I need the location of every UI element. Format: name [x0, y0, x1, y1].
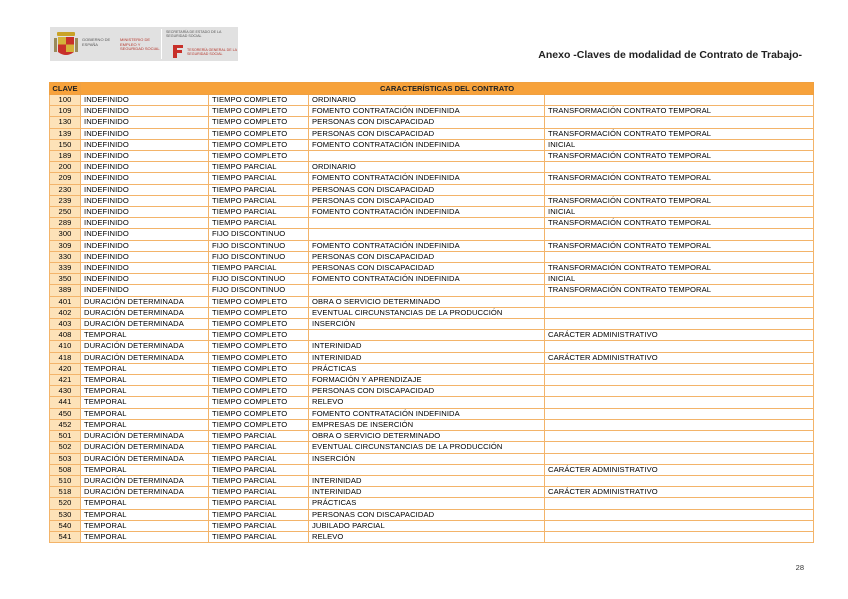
table-row — [50, 509, 814, 520]
contract-code: 502 — [50, 442, 81, 453]
working-time: TIEMPO PARCIAL — [209, 195, 309, 206]
working-time: TIEMPO COMPLETO — [209, 139, 309, 150]
ministry-name: MINISTERIO DE EMPLEO Y SEGURIDAD SOCIAL — [120, 37, 160, 51]
duration-type: TEMPORAL — [81, 330, 209, 341]
contract-code: 541 — [50, 531, 81, 542]
contract-code: 250 — [50, 207, 81, 218]
table-row — [50, 296, 814, 307]
duration-type: TEMPORAL — [81, 386, 209, 397]
working-time: FIJO DISCONTINUO — [209, 285, 309, 296]
duration-type: DURACIÓN DETERMINADA — [81, 352, 209, 363]
contract-modality: FOMENTO CONTRATACIÓN INDEFINIDA — [309, 106, 545, 117]
contract-modality — [309, 229, 545, 240]
social-security-icon — [172, 43, 184, 59]
additional-note — [545, 475, 814, 486]
duration-type: INDEFINIDO — [81, 184, 209, 195]
table-row — [50, 95, 814, 106]
additional-note: TRANSFORMACIÓN CONTRATO TEMPORAL — [545, 173, 814, 184]
contract-code: 401 — [50, 296, 81, 307]
working-time: TIEMPO COMPLETO — [209, 330, 309, 341]
working-time: TIEMPO PARCIAL — [209, 520, 309, 531]
contract-code: 540 — [50, 520, 81, 531]
additional-note — [545, 184, 814, 195]
table-row — [50, 319, 814, 330]
additional-note — [545, 408, 814, 419]
contract-code: 350 — [50, 274, 81, 285]
contract-code: 450 — [50, 408, 81, 419]
additional-note — [545, 531, 814, 542]
table-row — [50, 464, 814, 475]
working-time: TIEMPO PARCIAL — [209, 173, 309, 184]
additional-note — [545, 162, 814, 173]
duration-type: INDEFINIDO — [81, 162, 209, 173]
table-body — [50, 95, 814, 543]
table-row — [50, 307, 814, 318]
duration-type: INDEFINIDO — [81, 128, 209, 139]
contract-modality: PERSONAS CON DISCAPACIDAD — [309, 263, 545, 274]
contract-modality — [309, 151, 545, 162]
contract-code: 239 — [50, 195, 81, 206]
table-row — [50, 419, 814, 430]
additional-note — [545, 419, 814, 430]
additional-note: TRANSFORMACIÓN CONTRATO TEMPORAL — [545, 151, 814, 162]
contract-modality: PERSONAS CON DISCAPACIDAD — [309, 184, 545, 195]
duration-type: DURACIÓN DETERMINADA — [81, 442, 209, 453]
additional-note: CARÁCTER ADMINISTRATIVO — [545, 464, 814, 475]
contract-code: 503 — [50, 453, 81, 464]
additional-note — [545, 117, 814, 128]
contract-modality: PERSONAS CON DISCAPACIDAD — [309, 509, 545, 520]
working-time: FIJO DISCONTINUO — [209, 251, 309, 262]
additional-note — [545, 307, 814, 318]
duration-type: DURACIÓN DETERMINADA — [81, 453, 209, 464]
duration-type: INDEFINIDO — [81, 251, 209, 262]
contract-modality: PERSONAS CON DISCAPACIDAD — [309, 195, 545, 206]
logo-divider — [161, 29, 162, 59]
contract-code: 289 — [50, 218, 81, 229]
working-time: TIEMPO COMPLETO — [209, 397, 309, 408]
duration-type: DURACIÓN DETERMINADA — [81, 319, 209, 330]
duration-type: TEMPORAL — [81, 520, 209, 531]
duration-type: INDEFINIDO — [81, 218, 209, 229]
table-row — [50, 207, 814, 218]
duration-type: TEMPORAL — [81, 397, 209, 408]
contract-code: 420 — [50, 363, 81, 374]
table-row — [50, 263, 814, 274]
duration-type: TEMPORAL — [81, 509, 209, 520]
contract-code: 130 — [50, 117, 81, 128]
additional-note — [545, 520, 814, 531]
contract-code: 518 — [50, 487, 81, 498]
working-time: TIEMPO COMPLETO — [209, 352, 309, 363]
contract-code: 403 — [50, 319, 81, 330]
contract-modality: FOMENTO CONTRATACIÓN INDEFINIDA — [309, 274, 545, 285]
working-time: TIEMPO PARCIAL — [209, 207, 309, 218]
contract-code: 408 — [50, 330, 81, 341]
contract-code: 339 — [50, 263, 81, 274]
additional-note: TRANSFORMACIÓN CONTRATO TEMPORAL — [545, 285, 814, 296]
contract-code: 508 — [50, 464, 81, 475]
working-time: TIEMPO PARCIAL — [209, 464, 309, 475]
contract-code: 520 — [50, 498, 81, 509]
additional-note — [545, 229, 814, 240]
contract-code: 402 — [50, 307, 81, 318]
working-time: TIEMPO COMPLETO — [209, 386, 309, 397]
contract-code: 452 — [50, 419, 81, 430]
additional-note: INICIAL — [545, 207, 814, 218]
working-time: TIEMPO COMPLETO — [209, 95, 309, 106]
duration-type: INDEFINIDO — [81, 139, 209, 150]
contract-modality: FORMACIÓN Y APRENDIZAJE — [309, 375, 545, 386]
contract-modality: PERSONAS CON DISCAPACIDAD — [309, 128, 545, 139]
table-row — [50, 431, 814, 442]
contract-code: 230 — [50, 184, 81, 195]
contract-modality — [309, 218, 545, 229]
additional-note: TRANSFORMACIÓN CONTRATO TEMPORAL — [545, 128, 814, 139]
additional-note — [545, 453, 814, 464]
duration-type: DURACIÓN DETERMINADA — [81, 431, 209, 442]
table-row — [50, 397, 814, 408]
duration-type: TEMPORAL — [81, 419, 209, 430]
table-row — [50, 184, 814, 195]
contract-modality: INTERINIDAD — [309, 487, 545, 498]
contract-code: 109 — [50, 106, 81, 117]
working-time: TIEMPO COMPLETO — [209, 319, 309, 330]
table-row — [50, 341, 814, 352]
duration-type: INDEFINIDO — [81, 173, 209, 184]
working-time: TIEMPO COMPLETO — [209, 151, 309, 162]
working-time: TIEMPO PARCIAL — [209, 453, 309, 464]
table-row — [50, 375, 814, 386]
working-time: TIEMPO PARCIAL — [209, 184, 309, 195]
additional-note — [545, 509, 814, 520]
table-row — [50, 240, 814, 251]
additional-note: TRANSFORMACIÓN CONTRATO TEMPORAL — [545, 218, 814, 229]
additional-note: TRANSFORMACIÓN CONTRATO TEMPORAL — [545, 106, 814, 117]
contract-code: 418 — [50, 352, 81, 363]
contract-code: 150 — [50, 139, 81, 150]
working-time: TIEMPO PARCIAL — [209, 431, 309, 442]
duration-type: INDEFINIDO — [81, 240, 209, 251]
additional-note: CARÁCTER ADMINISTRATIVO — [545, 330, 814, 341]
working-time: TIEMPO COMPLETO — [209, 363, 309, 374]
duration-type: INDEFINIDO — [81, 95, 209, 106]
duration-type: INDEFINIDO — [81, 151, 209, 162]
duration-type: DURACIÓN DETERMINADA — [81, 475, 209, 486]
logo-bar — [50, 27, 238, 63]
table-row — [50, 106, 814, 117]
contract-modality: INTERINIDAD — [309, 352, 545, 363]
contract-modality: FOMENTO CONTRATACIÓN INDEFINIDA — [309, 240, 545, 251]
duration-type: INDEFINIDO — [81, 274, 209, 285]
contract-code: 100 — [50, 95, 81, 106]
contract-modality: INSERCIÓN — [309, 319, 545, 330]
table-row — [50, 128, 814, 139]
additional-note — [545, 95, 814, 106]
contract-modality: PERSONAS CON DISCAPACIDAD — [309, 386, 545, 397]
duration-type: TEMPORAL — [81, 498, 209, 509]
working-time: TIEMPO PARCIAL — [209, 487, 309, 498]
working-time: TIEMPO PARCIAL — [209, 531, 309, 542]
contract-modality: FOMENTO CONTRATACIÓN INDEFINIDA — [309, 173, 545, 184]
contract-modality: FOMENTO CONTRATACIÓN INDEFINIDA — [309, 408, 545, 419]
contract-modality — [309, 330, 545, 341]
working-time: TIEMPO COMPLETO — [209, 307, 309, 318]
duration-type: DURACIÓN DETERMINADA — [81, 296, 209, 307]
table-row — [50, 520, 814, 531]
government-name: GOBIERNO DE ESPAÑA — [82, 37, 111, 47]
additional-note — [545, 375, 814, 386]
additional-note — [545, 397, 814, 408]
duration-type: INDEFINIDO — [81, 106, 209, 117]
duration-type: INDEFINIDO — [81, 195, 209, 206]
working-time: FIJO DISCONTINUO — [209, 229, 309, 240]
table-row — [50, 453, 814, 464]
table-row — [50, 162, 814, 173]
table-row — [50, 531, 814, 542]
working-time: TIEMPO COMPLETO — [209, 128, 309, 139]
additional-note: TRANSFORMACIÓN CONTRATO TEMPORAL — [545, 240, 814, 251]
table-row — [50, 195, 814, 206]
additional-note — [545, 319, 814, 330]
document-title: Anexo -Claves de modalidad de Contrato de Trabajo- — [538, 49, 802, 61]
contract-code: 209 — [50, 173, 81, 184]
contract-modality: OBRA O SERVICIO DETERMINADO — [309, 431, 545, 442]
duration-type: DURACIÓN DETERMINADA — [81, 307, 209, 318]
contract-modality: PRÁCTICAS — [309, 498, 545, 509]
table-row — [50, 151, 814, 162]
working-time: TIEMPO PARCIAL — [209, 475, 309, 486]
treasury-name: TESORERÍA GENERAL DE LA SEGURIDAD SOCIAL — [187, 48, 237, 56]
additional-note: INICIAL — [545, 139, 814, 150]
table-row — [50, 330, 814, 341]
contract-code: 421 — [50, 375, 81, 386]
additional-note: CARÁCTER ADMINISTRATIVO — [545, 487, 814, 498]
working-time: TIEMPO PARCIAL — [209, 218, 309, 229]
table-row — [50, 274, 814, 285]
contract-code: 330 — [50, 251, 81, 262]
contract-code: 510 — [50, 475, 81, 486]
contract-modality: EVENTUAL CIRCUNSTANCIAS DE LA PRODUCCIÓN — [309, 307, 545, 318]
table-row — [50, 442, 814, 453]
working-time: TIEMPO COMPLETO — [209, 106, 309, 117]
working-time: TIEMPO COMPLETO — [209, 419, 309, 430]
contract-modality — [309, 285, 545, 296]
duration-type: DURACIÓN DETERMINADA — [81, 487, 209, 498]
page-number: 28 — [795, 563, 804, 572]
duration-type: INDEFINIDO — [81, 117, 209, 128]
contract-modality: INTERINIDAD — [309, 341, 545, 352]
duration-type: TEMPORAL — [81, 408, 209, 419]
table-row — [50, 251, 814, 262]
contract-modality: EVENTUAL CIRCUNSTANCIAS DE LA PRODUCCIÓN — [309, 442, 545, 453]
table-row — [50, 285, 814, 296]
additional-note — [545, 498, 814, 509]
additional-note: TRANSFORMACIÓN CONTRATO TEMPORAL — [545, 195, 814, 206]
duration-type: TEMPORAL — [81, 531, 209, 542]
contract-code: 300 — [50, 229, 81, 240]
table-row — [50, 117, 814, 128]
duration-type: DURACIÓN DETERMINADA — [81, 341, 209, 352]
contract-modality: RELEVO — [309, 531, 545, 542]
government-logo — [50, 27, 238, 61]
table-row — [50, 218, 814, 229]
additional-note — [545, 251, 814, 262]
contract-modality: OBRA O SERVICIO DETERMINADO — [309, 296, 545, 307]
table-row — [50, 139, 814, 150]
coat-of-arms-icon — [54, 30, 78, 58]
working-time: TIEMPO PARCIAL — [209, 442, 309, 453]
table-row — [50, 173, 814, 184]
contract-modality: INTERINIDAD — [309, 475, 545, 486]
working-time: TIEMPO PARCIAL — [209, 509, 309, 520]
duration-type: INDEFINIDO — [81, 263, 209, 274]
contract-modality: FOMENTO CONTRATACIÓN INDEFINIDA — [309, 139, 545, 150]
working-time: TIEMPO COMPLETO — [209, 296, 309, 307]
table-row — [50, 229, 814, 240]
working-time: TIEMPO PARCIAL — [209, 263, 309, 274]
contract-modality: PERSONAS CON DISCAPACIDAD — [309, 117, 545, 128]
column-header-code: CLAVE — [50, 83, 81, 95]
table-row — [50, 498, 814, 509]
contract-modality: ORDINARIO — [309, 162, 545, 173]
contract-modality: RELEVO — [309, 397, 545, 408]
table-row — [50, 487, 814, 498]
contract-modality: INSERCIÓN — [309, 453, 545, 464]
additional-note — [545, 363, 814, 374]
additional-note: TRANSFORMACIÓN CONTRATO TEMPORAL — [545, 263, 814, 274]
contract-code: 441 — [50, 397, 81, 408]
contract-code: 530 — [50, 509, 81, 520]
contract-code: 139 — [50, 128, 81, 139]
contract-modality: EMPRESAS DE INSERCIÓN — [309, 419, 545, 430]
contract-modality: PERSONAS CON DISCAPACIDAD — [309, 251, 545, 262]
additional-note: INICIAL — [545, 274, 814, 285]
contract-modality: JUBILADO PARCIAL — [309, 520, 545, 531]
contract-code: 189 — [50, 151, 81, 162]
table-row — [50, 352, 814, 363]
working-time: TIEMPO COMPLETO — [209, 408, 309, 419]
working-time: TIEMPO COMPLETO — [209, 341, 309, 352]
working-time: TIEMPO PARCIAL — [209, 498, 309, 509]
duration-type: INDEFINIDO — [81, 285, 209, 296]
secretary-name: SECRETARÍA DE ESTADO DE LA SEGURIDAD SOCIAL — [166, 30, 222, 38]
contract-code: 200 — [50, 162, 81, 173]
additional-note — [545, 386, 814, 397]
working-time: TIEMPO COMPLETO — [209, 375, 309, 386]
duration-type: INDEFINIDO — [81, 207, 209, 218]
contract-code: 410 — [50, 341, 81, 352]
additional-note: CARÁCTER ADMINISTRATIVO — [545, 352, 814, 363]
duration-type: TEMPORAL — [81, 464, 209, 475]
working-time: FIJO DISCONTINUO — [209, 240, 309, 251]
table-row — [50, 475, 814, 486]
table-row — [50, 386, 814, 397]
table-row — [50, 363, 814, 374]
contract-modality: PRÁCTICAS — [309, 363, 545, 374]
contract-code: 430 — [50, 386, 81, 397]
table-row — [50, 408, 814, 419]
additional-note — [545, 442, 814, 453]
additional-note — [545, 296, 814, 307]
additional-note — [545, 341, 814, 352]
duration-type: INDEFINIDO — [81, 229, 209, 240]
contract-code: 389 — [50, 285, 81, 296]
duration-type: TEMPORAL — [81, 375, 209, 386]
contract-code: 309 — [50, 240, 81, 251]
additional-note — [545, 431, 814, 442]
contract-modality — [309, 464, 545, 475]
contract-codes-table — [49, 82, 814, 543]
working-time: TIEMPO COMPLETO — [209, 117, 309, 128]
contract-modality: ORDINARIO — [309, 95, 545, 106]
working-time: TIEMPO PARCIAL — [209, 162, 309, 173]
contract-code: 501 — [50, 431, 81, 442]
column-header-characteristics: CARACTERÍSTICAS DEL CONTRATO — [81, 83, 814, 95]
working-time: FIJO DISCONTINUO — [209, 274, 309, 285]
duration-type: TEMPORAL — [81, 363, 209, 374]
table-header-row — [50, 83, 814, 95]
contract-modality: FOMENTO CONTRATACIÓN INDEFINIDA — [309, 207, 545, 218]
